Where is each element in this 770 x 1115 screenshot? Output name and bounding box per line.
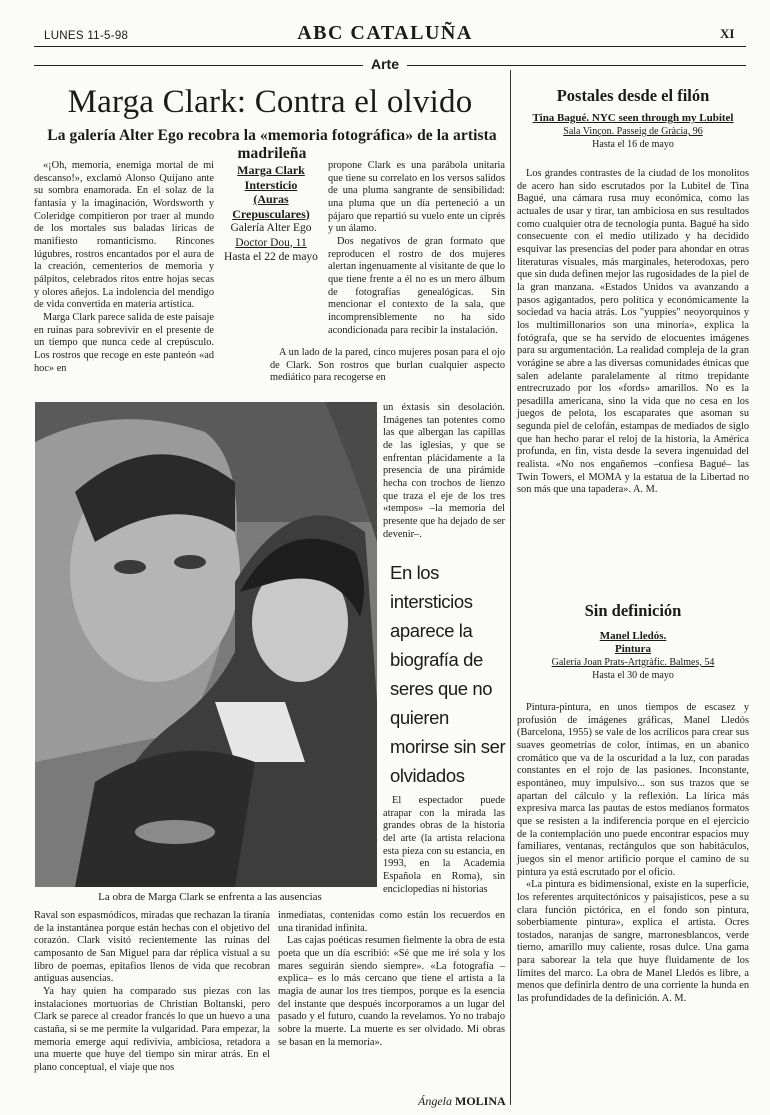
paragraph: «¡Oh, memoria, enemiga mortal de mi descanso!», exclamó Alonso Quijano ante su sombra enamorada. En el solaz de la fantasía y la imaginación, Wordsworth y Coleridge compitieron por traer al mundo de los mortales sus baladas líricas de manifiesto romanticismo. Rincones lúgubres, rostros encantados por el aura de la creación, cementerios de memoria y pálpitos, celebrados ritos entre hojas secas y olores añejos. La indolencia del mendigo de vida convertida en materia artística. [34, 160, 214, 311]
sin-definicion-dates: Hasta el 30 de mayo [592, 670, 674, 681]
sin-definicion-artist: Manel Lledós. [599, 630, 667, 642]
sin-definicion-work: Pintura [614, 643, 652, 655]
paragraph: Marga Clark parece salida de este paisaje en ruinas para sobrevivir en el presente de un tiempo que nunca cede al crepúsculo. Los rostros que recoge en este panteón «ad hoc» en [34, 311, 214, 374]
column-1-bottom [34, 910, 270, 1075]
column-2-after-quote [383, 795, 505, 896]
postales-artist-work: Tina Bagué. NYC seen through my Lubitel [532, 112, 734, 124]
column-1-top [34, 160, 214, 375]
column-2-top [328, 160, 505, 337]
article-subtitle: La galería Alter Ego recobra la «memoria fotográfica» de la artista madrileña [47, 127, 497, 162]
paragraph: Pintura-pintura, en unos tiempos de escasez y profusión de imágenes gráficas, Manel Lledós (Barcelona, 1955) se vale de los acrílicos para crear sus suaves geometrías de color, íntimas, en un abanico cromático que va de la oscuridad a la luz, con paradas constantes en el rojo de las pasiones. Inconstante, espontáneo, muy impulsivo... son sus trazos que se apartan del cálculo y la reflexión. La lírica más expresiva marca las pautas de estos medianos formatos que se resisten a la indiferencia porque en el ejercicio de la contemplación uno puede encontrar espacios muy familiares, ventanas, rectángulos que son habitáculos, juegos sin el menor artificio porque el camino de su pintura ya está escrutado por el oficio. [517, 702, 749, 878]
artwork-photo [35, 402, 377, 887]
pull-quote: En los intersticios aparece la biografía de seres que no quieren morirse sin ser olvidados [390, 562, 506, 786]
column-2-bottom [278, 910, 505, 1049]
infobox-dates: Hasta el 22 de mayo [224, 251, 318, 263]
section-label: Arte [0, 56, 770, 74]
postales-info [517, 112, 749, 151]
column-divider [510, 70, 511, 1105]
article-title: Marga Clark: Contra el olvido [67, 84, 473, 120]
photo-image [35, 402, 377, 887]
sin-definicion-body [517, 702, 749, 1006]
paragraph: Raval son espasmódicos, miradas que rechazan la tiranía de la instantánea porque están hechas con el objetivo del corazón. Clark visitó recientemente las ruinas del camposanto de San Miguel para dar réplica vistual a su libro de poemas, epitafios llenos de vida que recobran antiguas ausencias. [34, 910, 270, 985]
photo-caption: La obra de Marga Clark se enfrenta a las ausencias [98, 891, 322, 903]
sin-definicion-info [517, 630, 749, 682]
paragraph: Ya hay quien ha comparado sus piezas con las instalaciones mortuorias de Christian Boltanski, pero Clark se parece al creador francés lo que un huevo a una castaña, si se me permite la vulgaridad. Para empezar, la memoria emerge aquí redivivia, ambiciosa, retadora a una muerte que huye del tiempo sin mirar atrás. En el plano conceptual, el viaje que nos [34, 985, 270, 1073]
paragraph: «La pintura es bidimensional, existe en la superficie, los referentes arquitectónicos y paisajísticos, pese a su clara función pictórica, en el fondo son pintura, soberbiamente pintura», explica el artista. Ocres tostados, naranjas de sangre, marronesblancos, verde tierno, amarillo muy caliente, rosas dulce. Una gama para saborear la tela que huye fluidamente de los límites del marco. La obra de Manel Lledós es libre, a menos que definirla dentro de una corriente la hunda en las profundidades de la definición. A. M. [517, 879, 749, 1005]
paragraph: Dos negativos de gran formato que reproducen el rostro de dos mujeres alertan ingenuamente al visitante de que lo que tiene frente a él no es un mero álbum de fotografías genealógicas. Sin mencionar el contexto de la sala, que incomprensiblemente no ha sido acondicionada para recibir la instalación. [328, 235, 505, 336]
postales-body [517, 168, 749, 497]
paragraph: A un lado de la pared, cinco mujeres posan para el ojo de Clark. Son rostros que burlan cualquier aspecto mediático para recogerse en [270, 347, 505, 384]
infobox-work: Crepusculares) [232, 206, 310, 221]
postales-dates: Hasta el 16 de mayo [592, 139, 674, 150]
article-byline: Ángela MOLINA [418, 1094, 506, 1108]
page-number: XI [720, 26, 735, 41]
paragraph: propone Clark es una parábola unitaria que tiene su correlato en los versos salidos de una pluma sangrante de sensibilidad: una pluma que un día perteneció a un pájaro que repartió su vuelo ente un ciprés y un álamo. [328, 160, 505, 235]
infobox-work: (Auras [253, 192, 289, 206]
infobox-artist: Marga Clark [237, 163, 305, 177]
paragraph: El espectador puede atrapar con la mirada las grandes obras de la historia del arte (la artista relaciona esta pieza con su estancia, en 1993, en la Academia Española en Roma), sin enciclopedias ni historias [383, 795, 505, 895]
sin-definicion-venue: Galería Joan Prats-Artgràfic. Balmes, 54 [551, 657, 715, 668]
sin-definicion-title: Sin definición [584, 601, 682, 620]
paragraph: Los grandes contrastes de la ciudad de los monolitos de acero han sido escrutados por la Lubitel de Tina Bagué, una cámara rusa muy económica, como las actuales de usar y tirar, tan ambiciosa en sus resultados como cualquier otra de tecnología punta. Bagué ha sido consecuente con el medio utilizado y ha decidido esquivar las presencias del poder para ahondar en otras literaturas visuales, más marginales, heterodoxas, pero que sin duda definen mejor las rugosidades de la piel de la gran manzana. «Estados Unidos va avanzando a pasos agigantados, pero política y económicamente la sociedad va hacia atrás. Los "yuppies" neoyorquinos y los multimillonarios son una minoría», explica la fotógrafa, que se ha servido de elocuentes imágenes para su argumentación. La realidad compleja de la gran vorágine se abre a las diversas comunidades étnicas que salen adelante paralelamente al ritmo trepidante entrecruzado por los «fords» amarillos. No es la pesadilla americana, sino la vida que no cesa en los juegos de pelota, los escaparates que asoman su segunda piel de celofán, estampas de mediados de siglo que han hecho parar el reloj de la historia, la América profunda, en fin, vista desde la severa ingenuidad del realista. «No nos engañemos –confiesa Bagué– las Twin Towers, el MOMA y la estatua de la Libertad no son más que una tapadera». A. M. [517, 168, 749, 496]
infobox-address: Doctor Dou, 11 [235, 236, 307, 249]
issue-date: LUNES 11-5-98 [44, 30, 129, 42]
paragraph: Las cajas poéticas resumen fielmente la obra de esta poeta que un día escribió: «Sé que me iré sola y los mares seguirán siendo siempre». «La fotografía –explica– es lo más cercano que tiene el artista a la magia de aunar los tres tiempos, porque es la esencia del instante que después incorporamos a un lugar del pasado y el futuro, cuando la revelamos. Yo no trabajo sobre la muerte. La muerte es ser olvidado. Mi obras se basan en la memoria». [278, 935, 505, 1048]
header-rule [34, 46, 746, 47]
column-2-beside-photo [383, 402, 505, 541]
paragraph: un éxtasis sin desolación. Imágenes tan potentes como las que albergan las capillas de las iglesias, y que se enfrentan plácidamente a la presencia de una pirámide hecha con trochos de lienzo que traza el eje de los tres «tempos» –la memoria del presente que ha dejado de ser devenir–. [383, 402, 505, 540]
postales-venue: Sala Vinçon. Passeig de Gràcia, 96 [563, 126, 703, 137]
postales-title: Postales desde el filón [556, 86, 710, 105]
exhibition-infobox [220, 163, 322, 265]
publication-name: ABC CATALUÑA [297, 22, 473, 44]
paragraph: inmediatas, contenidas como están los recuerdos en una tiranidad infinita. [278, 910, 505, 934]
column-2-wide [270, 347, 505, 385]
infobox-gallery: Galería Alter Ego [230, 222, 312, 234]
infobox-work: Intersticio [244, 177, 298, 192]
